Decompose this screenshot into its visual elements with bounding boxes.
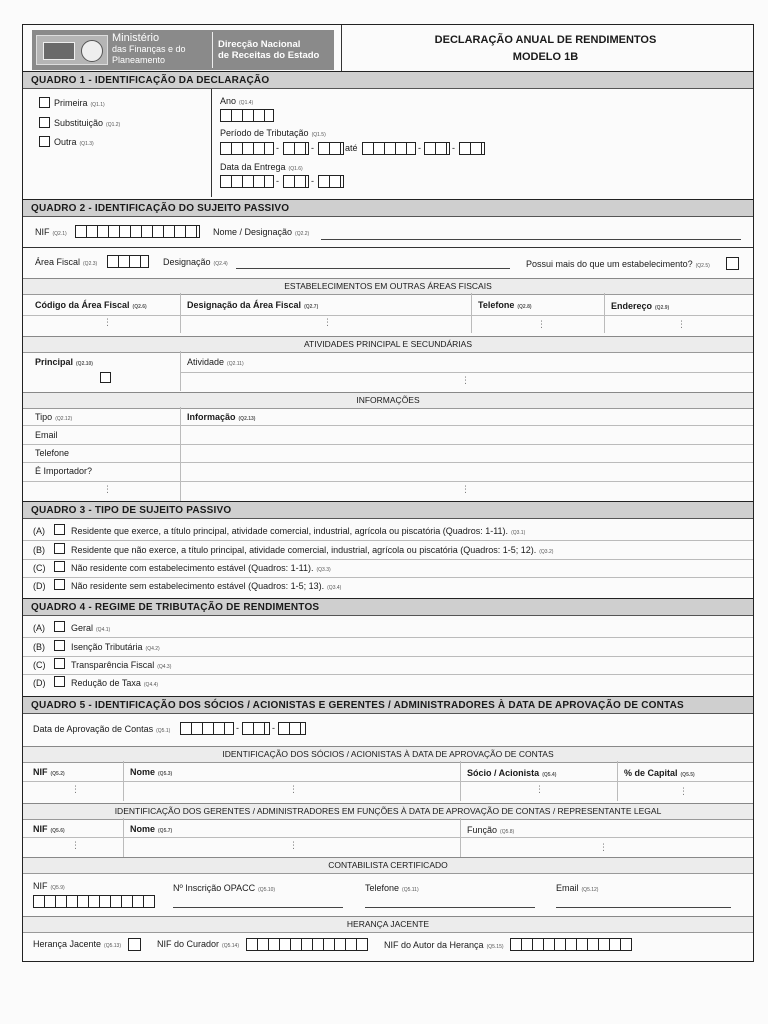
desig-area-col: Designação da Área Fiscal (Q2.7) <box>187 300 319 310</box>
q4-letter-d: (D) <box>33 678 46 688</box>
q4-option-c-label: Transparência Fiscal (Q4.3) <box>71 660 172 670</box>
principal-col: Principal (Q2.10) <box>35 357 93 367</box>
flag-icon <box>43 42 75 60</box>
data-entrega-dia-input[interactable] <box>318 175 344 188</box>
col-divider <box>123 818 124 858</box>
tipo-importador: É Importador? <box>35 466 93 476</box>
periodo-inicio-dia-input[interactable] <box>318 142 344 155</box>
gerentes-nome-col: Nome (Q5.7) <box>130 824 173 834</box>
contab-email-label: Email (Q5.12) <box>556 883 599 893</box>
declaration-form <box>22 24 754 962</box>
periodo-inicio-ano-input[interactable] <box>220 142 274 155</box>
contab-email-input[interactable] <box>556 907 731 908</box>
data-aprovacao-dia-input[interactable] <box>278 722 306 735</box>
opacc-input[interactable] <box>173 907 343 908</box>
q3-letter-d: (D) <box>33 581 46 591</box>
row-divider <box>23 444 753 445</box>
designacao-input[interactable] <box>236 268 510 269</box>
header-divider <box>341 25 342 71</box>
endereco-col: Endereço (Q2.9) <box>611 301 670 311</box>
contab-nif-input[interactable] <box>33 895 155 908</box>
tipo-telefone: Telefone <box>35 448 70 458</box>
directorate-name-line2: de Receitas do Estado <box>218 50 320 61</box>
more-rows-marker: ⋮ <box>71 784 80 794</box>
col-divider <box>180 407 181 501</box>
more-rows-marker: ⋮ <box>677 319 686 329</box>
q4-option-c-checkbox[interactable] <box>54 658 65 669</box>
data-entrega-ano-input[interactable] <box>220 175 274 188</box>
designacao-label: Designação (Q2.4) <box>163 257 228 267</box>
contab-nif-label: NIF (Q5.9) <box>33 881 65 891</box>
q4-option-b-label: Isenção Tributária (Q4.2) <box>71 642 160 652</box>
q4-option-a-checkbox[interactable] <box>54 621 65 632</box>
informacao-col: Informação (Q2.13) <box>187 412 256 422</box>
ano-label: Ano (Q1.4) <box>220 96 254 106</box>
more-rows-marker: ⋮ <box>461 375 470 385</box>
ministry-name-line2: das Finanças e do <box>112 44 186 54</box>
q4-option-d-checkbox[interactable] <box>54 676 65 687</box>
heranca-label: Herança Jacente (Q5.13) <box>33 939 121 949</box>
contab-telefone-input[interactable] <box>365 907 535 908</box>
q3-option-d-label: Não residente sem estabelecimento estável (Quadros: 1-5; 13). (Q3.4) <box>71 581 342 591</box>
row-divider <box>23 837 753 838</box>
funcao-col: Função (Q5.8) <box>467 825 515 835</box>
gerentes-subheader: IDENTIFICAÇÃO DOS GERENTES / ADMINISTRADORES EM FUNÇÕES À DATA DE APROVAÇÃO DE CONTAS / REPRESENTANTE LEGAL <box>23 803 753 820</box>
quadro-1-header: QUADRO 1 - IDENTIFICAÇÃO DA DECLARAÇÃO <box>23 71 753 89</box>
q3-option-a-label: Residente que exerce, a título principal, atividade comercial, industrial, agrícola ou piscatória (Quadros: 1-11). (Q3.1) <box>71 526 526 536</box>
date-separator: - <box>452 143 455 153</box>
socios-nif-col: NIF (Q5.2) <box>33 767 65 777</box>
data-entrega-label: Data da Entrega (Q1.6) <box>220 162 303 172</box>
row-divider <box>23 637 753 638</box>
more-rows-marker: ⋮ <box>599 842 608 852</box>
col-divider <box>180 351 181 391</box>
q4-option-d-label: Redução de Taxa (Q4.4) <box>71 678 159 688</box>
directorate-name: Direcção Nacional <box>218 39 301 50</box>
data-aprovacao-ano-input[interactable] <box>180 722 234 735</box>
date-separator: - <box>418 143 421 153</box>
date-separator: - <box>311 143 314 153</box>
gerentes-nif-col: NIF (Q5.6) <box>33 824 65 834</box>
date-separator: - <box>236 723 239 733</box>
telefone-col: Telefone (Q2.8) <box>478 300 532 310</box>
col-divider <box>460 818 461 858</box>
row-divider <box>23 577 753 578</box>
atividades-subheader: ATIVIDADES PRINCIPAL E SECUNDÁRIAS <box>23 336 753 353</box>
col-divider <box>604 293 605 333</box>
periodo-inicio-mes-input[interactable] <box>283 142 309 155</box>
area-fiscal-input[interactable] <box>107 255 149 268</box>
q4-option-b-checkbox[interactable] <box>54 640 65 651</box>
ministry-name-line3: Planeamento <box>112 55 166 65</box>
logo-divider <box>212 32 213 68</box>
heranca-checkbox[interactable] <box>128 938 141 951</box>
data-aprovacao-label: Data de Aprovação de Contas (Q5.1) <box>33 724 171 734</box>
row-divider <box>23 425 753 426</box>
form-model: MODELO 1B <box>512 51 579 63</box>
row-divider <box>23 540 753 541</box>
q3-option-b-checkbox[interactable] <box>54 543 65 554</box>
row-divider <box>23 481 753 482</box>
row-divider <box>23 462 753 463</box>
date-separator: - <box>272 723 275 733</box>
quadro-5-header: QUADRO 5 - IDENTIFICAÇÃO DOS SÓCIOS / ACIONISTAS E GERENTES / ADMINISTRADORES À DATA DE APROVAÇÃO DE CONTAS <box>23 696 753 714</box>
nif-label: NIF (Q2.1) <box>35 227 67 237</box>
contab-telefone-label: Telefone (Q5.11) <box>365 883 419 893</box>
area-fiscal-label: Área Fiscal (Q2.3) <box>35 257 98 267</box>
col-divider <box>471 293 472 333</box>
more-rows-marker: ⋮ <box>71 840 80 850</box>
atividade-col: Atividade (Q2.11) <box>187 357 244 367</box>
more-rows-marker: ⋮ <box>537 319 546 329</box>
nif-input[interactable] <box>75 225 200 238</box>
primeira-label: Primeira (Q1.1) <box>54 98 105 108</box>
ministry-name: Ministério <box>112 32 160 44</box>
nif-autor-input[interactable] <box>510 938 632 951</box>
row-divider <box>23 656 753 657</box>
primeira-checkbox[interactable] <box>39 97 50 108</box>
q1-divider <box>211 89 212 197</box>
q3-letter-b: (B) <box>33 545 45 555</box>
q4-letter-a: (A) <box>33 623 45 633</box>
row-divider <box>23 247 753 248</box>
periodo-label: Período de Tributação (Q1.5) <box>220 128 326 138</box>
socios-nome-col: Nome (Q5.3) <box>130 767 173 777</box>
contabilista-subheader: CONTABILISTA CERTIFICADO <box>23 857 753 874</box>
more-rows-marker: ⋮ <box>289 840 298 850</box>
possui-label: Possui mais do que um estabelecimento? (Q2.5) <box>526 259 710 269</box>
coat-of-arms-mark <box>36 35 108 65</box>
periodo-fim-ano-input[interactable] <box>362 142 416 155</box>
date-separator: - <box>276 143 279 153</box>
periodo-fim-dia-input[interactable] <box>459 142 485 155</box>
q3-option-a-checkbox[interactable] <box>54 524 65 535</box>
quadro-2-header: QUADRO 2 - IDENTIFICAÇÃO DO SUJEITO PASSIVO <box>23 199 753 217</box>
outra-label: Outra (Q1.3) <box>54 137 94 147</box>
estabelecimentos-subheader: ESTABELECIMENTOS EM OUTRAS ÁREAS FISCAIS <box>23 278 753 295</box>
ano-input[interactable] <box>220 109 274 122</box>
data-aprovacao-mes-input[interactable] <box>242 722 270 735</box>
q3-option-c-checkbox[interactable] <box>54 561 65 572</box>
row-divider <box>180 372 753 373</box>
ministry-logo <box>32 30 334 70</box>
nif-autor-label: NIF do Autor da Herança (Q5.15) <box>384 940 504 950</box>
nif-curador-input[interactable] <box>246 938 368 951</box>
more-rows-marker: ⋮ <box>679 786 688 796</box>
socio-acionista-col: Sócio / Acionista (Q5.4) <box>467 768 557 778</box>
form-title: DECLARAÇÃO ANUAL DE RENDIMENTOS <box>434 34 657 46</box>
q3-option-d-checkbox[interactable] <box>54 579 65 590</box>
q3-letter-c: (C) <box>33 563 46 573</box>
tipo-email: Email <box>35 430 58 440</box>
row-divider <box>23 315 753 316</box>
data-entrega-mes-input[interactable] <box>283 175 309 188</box>
row-divider <box>23 559 753 560</box>
more-rows-marker: ⋮ <box>103 317 112 327</box>
date-separator: - <box>276 176 279 186</box>
col-divider <box>180 293 181 333</box>
possui-checkbox[interactable] <box>726 257 739 270</box>
substituicao-label: Substituição (Q1.2) <box>54 118 121 128</box>
nome-designacao-label: Nome / Designação (Q2.2) <box>213 227 310 237</box>
q3-option-c-label: Não residente com estabelecimento estável (Quadros: 1-11). (Q3.3) <box>71 563 331 573</box>
q4-option-a-label: Geral (Q4.1) <box>71 623 111 633</box>
nif-curador-label: NIF do Curador (Q5.14) <box>157 939 239 949</box>
socios-subheader: IDENTIFICAÇÃO DOS SÓCIOS / ACIONISTAS À DATA DE APROVAÇÃO DE CONTAS <box>23 746 753 763</box>
more-rows-marker: ⋮ <box>103 484 112 494</box>
ate-label: até <box>345 143 358 153</box>
quadro-4-header: QUADRO 4 - REGIME DE TRIBUTAÇÃO DE RENDIMENTOS <box>23 598 753 616</box>
q4-letter-c: (C) <box>33 660 46 670</box>
periodo-fim-mes-input[interactable] <box>424 142 450 155</box>
seal-icon <box>81 40 103 62</box>
outra-checkbox[interactable] <box>39 136 50 147</box>
more-rows-marker: ⋮ <box>535 784 544 794</box>
quadro-3-header: QUADRO 3 - TIPO DE SUJEITO PASSIVO <box>23 501 753 519</box>
cod-area-col: Código da Área Fiscal (Q2.6) <box>35 300 147 310</box>
capital-col: % de Capital (Q5.5) <box>624 768 695 778</box>
principal-checkbox[interactable] <box>100 372 111 383</box>
more-rows-marker: ⋮ <box>323 317 332 327</box>
q3-option-b-label: Residente que não exerce, a título principal, atividade comercial, industrial, agrícola ou piscatória (Quadros: 1-5; 12). (Q3.2) <box>71 545 554 555</box>
q4-letter-b: (B) <box>33 642 45 652</box>
heranca-subheader: HERANÇA JACENTE <box>23 916 753 933</box>
row-divider <box>23 781 753 782</box>
informacoes-subheader: INFORMAÇÕES <box>23 392 753 409</box>
tipo-col: Tipo (Q2.12) <box>35 412 73 422</box>
q3-letter-a: (A) <box>33 526 45 536</box>
substituicao-checkbox[interactable] <box>39 117 50 128</box>
opacc-label: Nº Inscrição OPACC (Q5.10) <box>173 883 276 893</box>
nome-designacao-input[interactable] <box>321 239 741 240</box>
more-rows-marker: ⋮ <box>289 784 298 794</box>
date-separator: - <box>311 176 314 186</box>
row-divider <box>23 674 753 675</box>
more-rows-marker: ⋮ <box>461 484 470 494</box>
